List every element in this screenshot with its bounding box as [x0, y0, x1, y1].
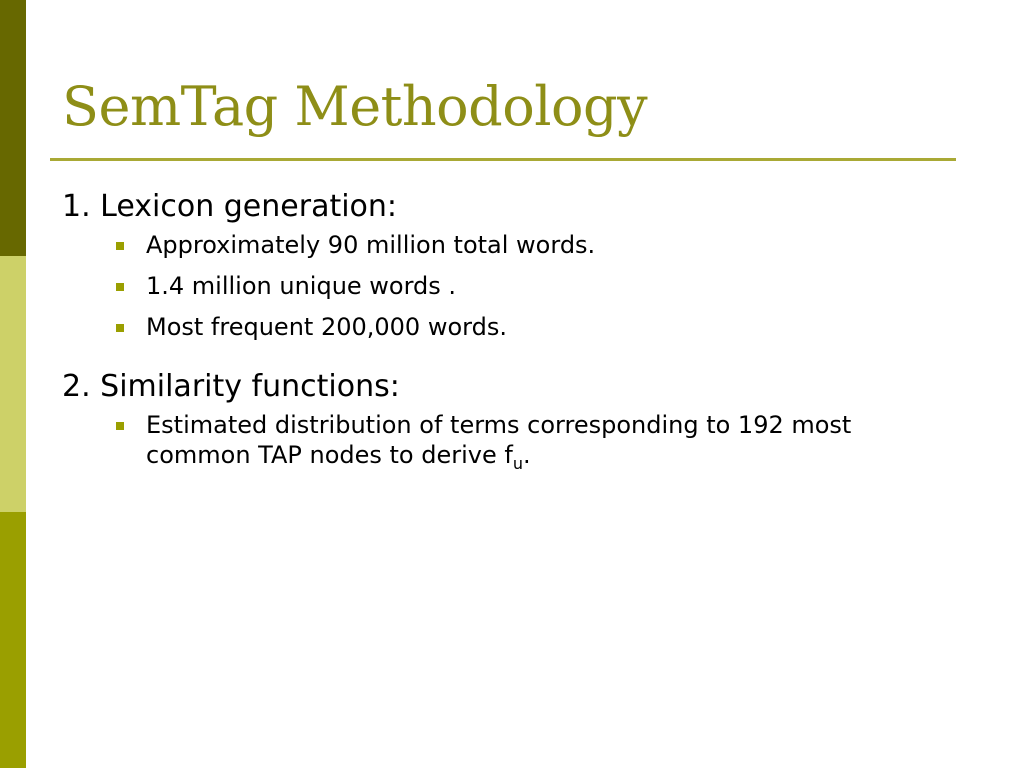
list-item [62, 271, 962, 301]
list-item [62, 230, 962, 260]
bullet-text: Most frequent 200,000 words. [146, 313, 507, 341]
section-similarity-functions [62, 368, 962, 473]
square-bullet-icon [116, 422, 124, 430]
subscript-text: u [512, 454, 523, 473]
bullet-list [62, 230, 962, 342]
sidebar-segment-middle [0, 256, 26, 512]
bullet-list [62, 410, 962, 473]
bullet-text [146, 411, 852, 473]
bullet-text: 1.4 million unique words . [146, 272, 457, 300]
sidebar-segment-bottom [0, 512, 26, 768]
list-item [62, 410, 962, 473]
section-heading: 1. Lexicon generation: [62, 189, 398, 224]
square-bullet-icon [116, 242, 124, 250]
section-lexicon-generation [62, 188, 962, 342]
slide-title: SemTag Methodology [62, 75, 648, 138]
bullet-text: Approximately 90 million total words. [146, 231, 596, 259]
slide-content [62, 188, 962, 481]
square-bullet-icon [116, 324, 124, 332]
bullet-suffix-text: . [522, 441, 531, 469]
section-heading: 2. Similarity functions: [62, 369, 400, 404]
sidebar-segment-top [0, 0, 26, 256]
bullet-main-text: Estimated distribution of terms corresponding to 192 most common TAP nodes to derive f [146, 411, 852, 469]
square-bullet-icon [116, 283, 124, 291]
list-item [62, 312, 962, 342]
title-divider [50, 158, 956, 161]
